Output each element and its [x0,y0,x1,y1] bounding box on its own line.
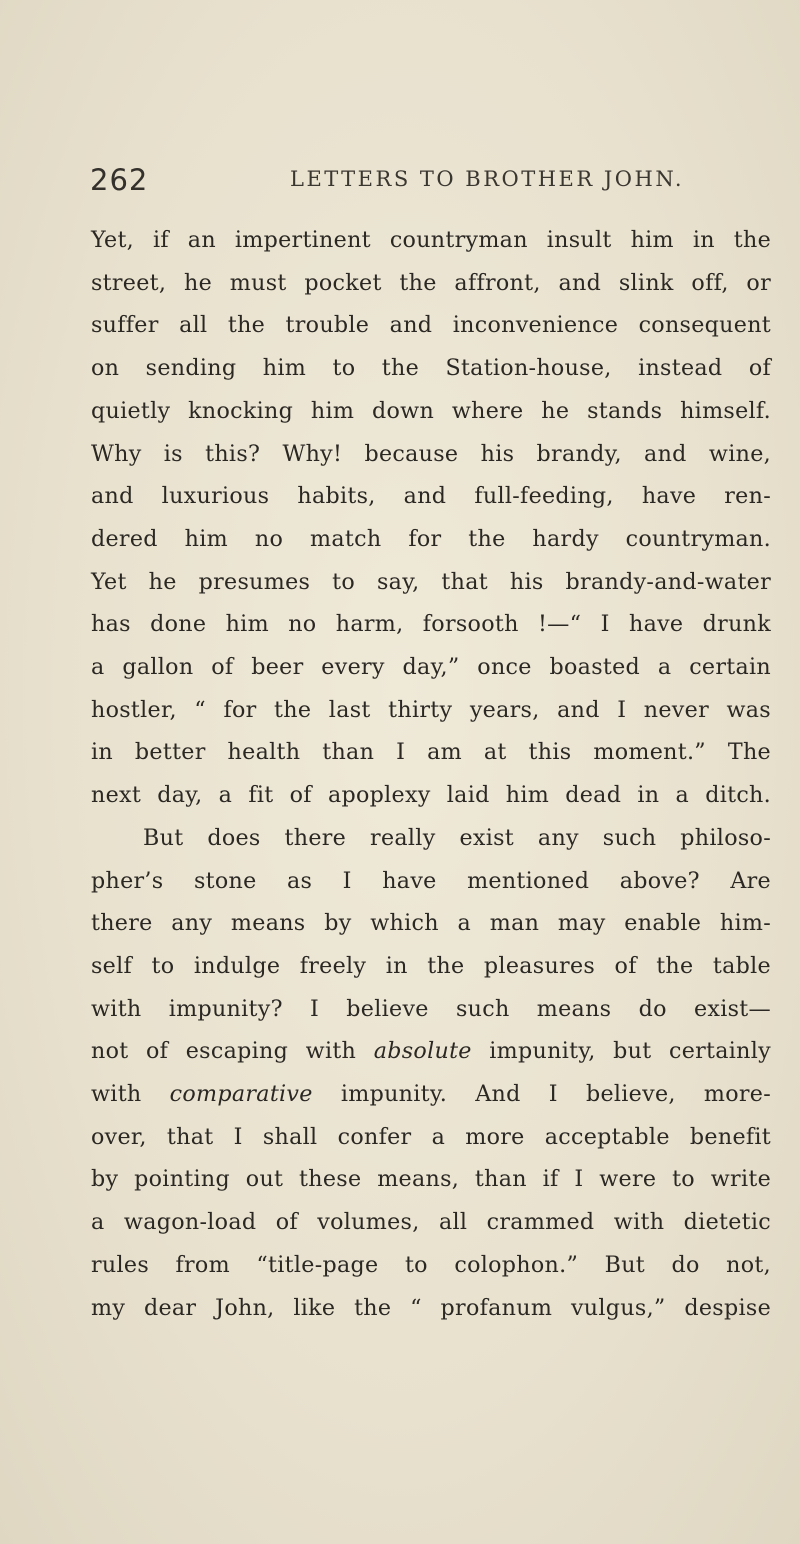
text-line: Yet he presumes to say, that his brandy-and-water [91,568,771,595]
text-line: dered him no match for the hardy countryman. [91,525,771,552]
text-run: with [91,1081,170,1107]
text-run: impunity. And I believe, more- [312,1081,771,1107]
text-line: pher’s stone as I have mentioned above? Are [91,867,771,894]
text-line: by pointing out these means, than if I were to write [91,1166,771,1193]
text-line: there any means by which a man may enable him- [91,910,771,937]
text-line: a wagon-load of volumes, all crammed with dietetic [91,1209,771,1236]
text-run: not of escaping with [91,1038,374,1065]
text-line: street, he must pocket the affront, and slink off, or [91,269,771,296]
text-line: on sending him to the Station-house, instead of [91,355,771,382]
text-line: and luxurious habits, and full-feeding, have ren- [91,483,771,510]
text-line: with impunity? I believe such means do exist— [91,995,771,1022]
emphasis-text: absolute [373,1038,472,1065]
text-line: a gallon of beer every day,” once boasted a certain [91,654,771,680]
text-line: over, that I shall confer a more acceptable benefit [91,1123,771,1150]
page-header [90,163,770,203]
text-line: Why is this? Why! because his brandy, and wine, [91,440,771,467]
page-number: 262 [90,163,149,197]
emphasis-text: comparative [169,1081,313,1107]
text-line: my dear John, like the “ profanum vulgus,” despise [91,1294,771,1321]
text-line: self to indulge freely in the pleasures of the table [91,952,771,979]
paragraph-start-line: But does there really exist any such philoso- [143,824,771,851]
text-line: quietly knocking him down where he stands himself. [91,397,771,424]
text-run: impunity, but certainly [471,1038,771,1065]
text-line: next day, a fit of apoplexy laid him dead in a ditch. [91,782,771,809]
text-line: in better health than I am at this moment.” The [91,739,771,766]
text-line: suffer all the trouble and inconvenience consequent [91,312,771,339]
text-line [91,1073,771,1115]
text-line [91,1030,771,1072]
text-line: has done him no harm, forsooth !—“ I have drunk [91,611,771,638]
text-line: Yet, if an impertinent countryman insult him in the [91,227,771,253]
running-head: LETTERS TO BROTHER JOHN. [290,167,685,191]
text-line: rules from “title-page to colophon.” But do not, [91,1251,771,1278]
text-line: hostler, “ for the last thirty years, and I never was [91,696,771,723]
